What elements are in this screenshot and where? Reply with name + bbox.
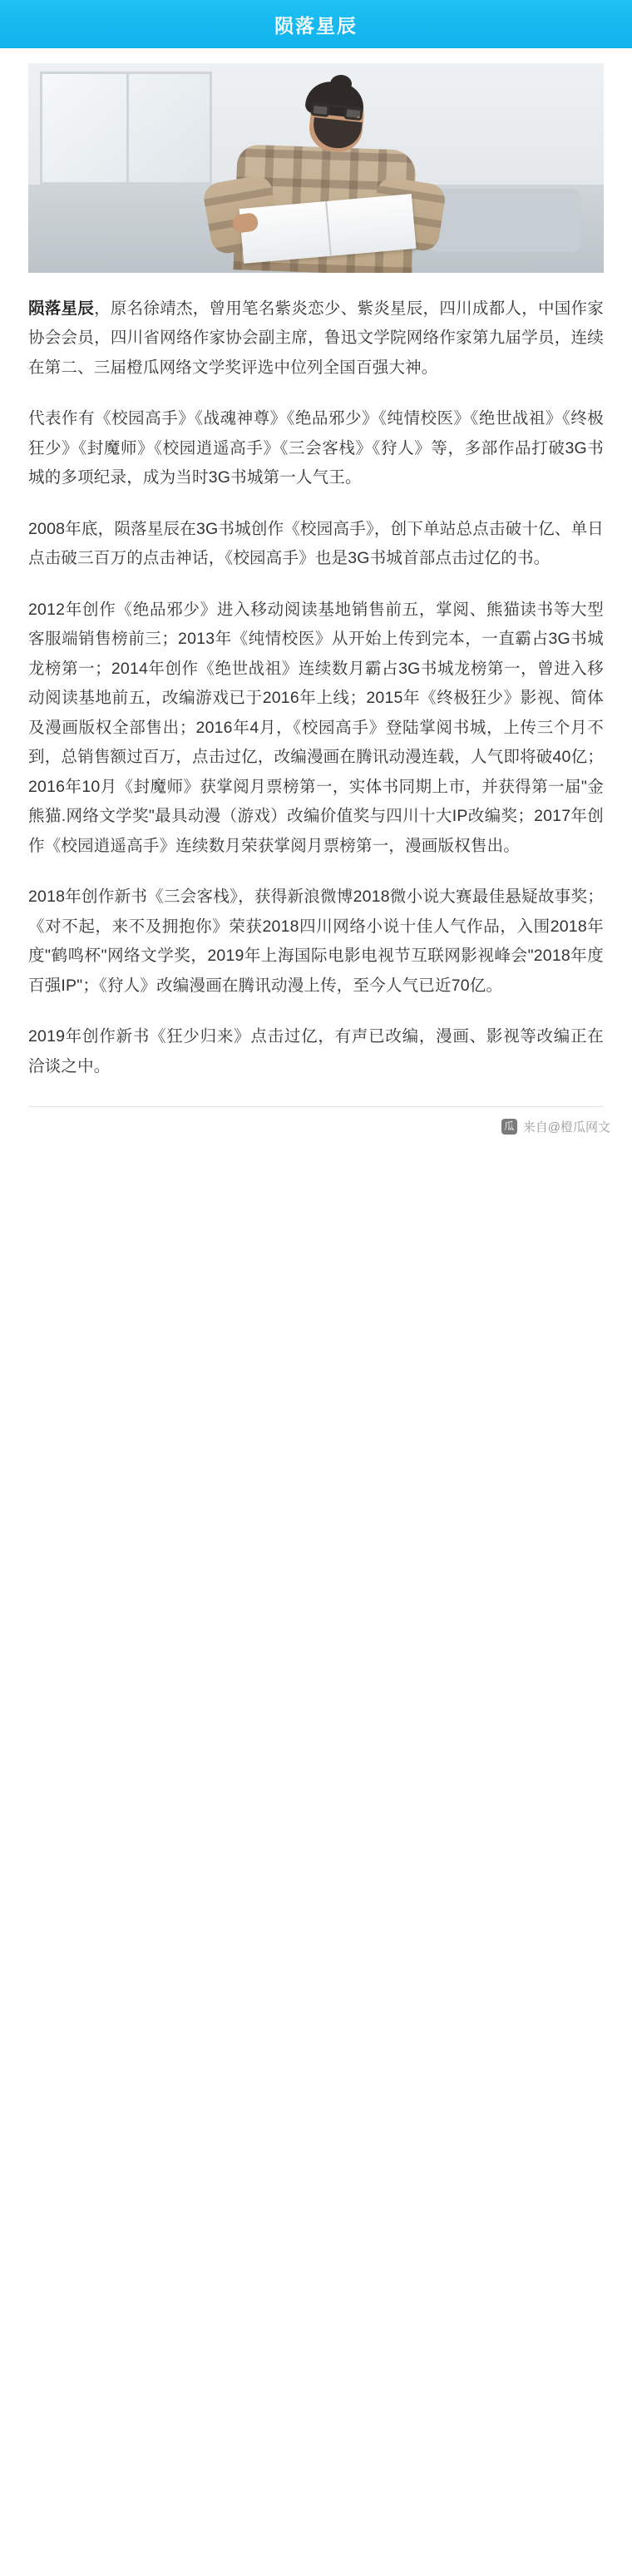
page-header (0, 0, 632, 48)
paragraph-2008: 2008年底，陨落星辰在3G书城创作《校园高手》，创下单站总点击破十亿、单日点击破三百万的点击神话，《校园高手》也是3G书城首部点击过亿的书。 (28, 519, 604, 568)
paragraph-2018: 2018年创作新书《三会客栈》，获得新浪微博2018微小说大赛最佳悬疑故事奖；《对不起，来不及拥抱你》荣获2018四川网络小说十佳人气作品，入围2018年度"鹤鸣杯"网络文学奖，2019年上海国际电影电视节互联网影视峰会"2018年度百强IP"；《狩人》改编漫画在腾讯动漫上传，至今人气已近70亿。 (28, 888, 604, 995)
hero-image-wrapper (28, 63, 604, 273)
footer-source-text: 来自@橙瓜网文 (522, 1120, 610, 1135)
photo-cushion (431, 189, 580, 252)
page-footer (0, 1107, 632, 1145)
paragraph-works: 代表作有《校园高手》《战魂神尊》《绝品邪少》《纯情校医》《绝世战祖》《终极狂少》《封魔师》《校园逍遥高手》《三会客栈》《狩人》等，多部作品打破3G书城的多项纪录，成为当时3G书城第一人气王。 (28, 409, 604, 487)
page-title: 陨落星辰 (274, 14, 358, 37)
brand-logo-icon: 瓜 (501, 1119, 517, 1135)
paragraph-text: ，原名徐靖杰，曾用笔名紫炎恋少、紫炎星辰，四川成都人，中国作家协会会员，四川省网络作家协会副主席，鲁迅文学院网络作家第九届学员，连续在第二、三届橙瓜网络文学奖评选中位列全国百强大神。 (28, 299, 604, 377)
paragraph-2019: 2019年创作新书《狂少归来》点击过亿，有声已改编，漫画、影视等改编正在洽谈之中。 (28, 1027, 604, 1075)
photo-person-hair-bun (330, 75, 352, 93)
author-name: 陨落星辰 (28, 299, 95, 318)
article-content (0, 48, 632, 1081)
author-photo (28, 63, 604, 273)
photo-window (40, 72, 213, 185)
paragraph-intro (28, 294, 604, 383)
paragraph-2012-2017: 2012年创作《绝品邪少》进入移动阅读基地销售前五，掌阅、熊猫读书等大型客服端销售榜前三；2013年《纯情校医》从开始上传到完本，一直霸占3G书城龙榜第一；2014年创作《绝世战祖》连续数月霸占3G书城龙榜第一，曾进入移动阅读基地前五，改编游戏已于2016年上线；2015年《终极狂少》影视、简体及漫画版权全部售出；2016年4月，《校园高手》登陆掌阅书城，上传三个月不到，总销售额过百万，点击过亿，改编漫画在腾讯动漫连载，人气即将破40亿；2016年10月《封魔师》获掌阅月票榜第一，实体书同期上市，并获得第一届"金熊猫.网络文学奖"最具动漫（游戏）改编价值奖与四川十大IP改编奖；2017年创作《校园逍遥高手》连续数月荣获掌阅月票榜第一，漫画版权售出。 (28, 600, 604, 855)
